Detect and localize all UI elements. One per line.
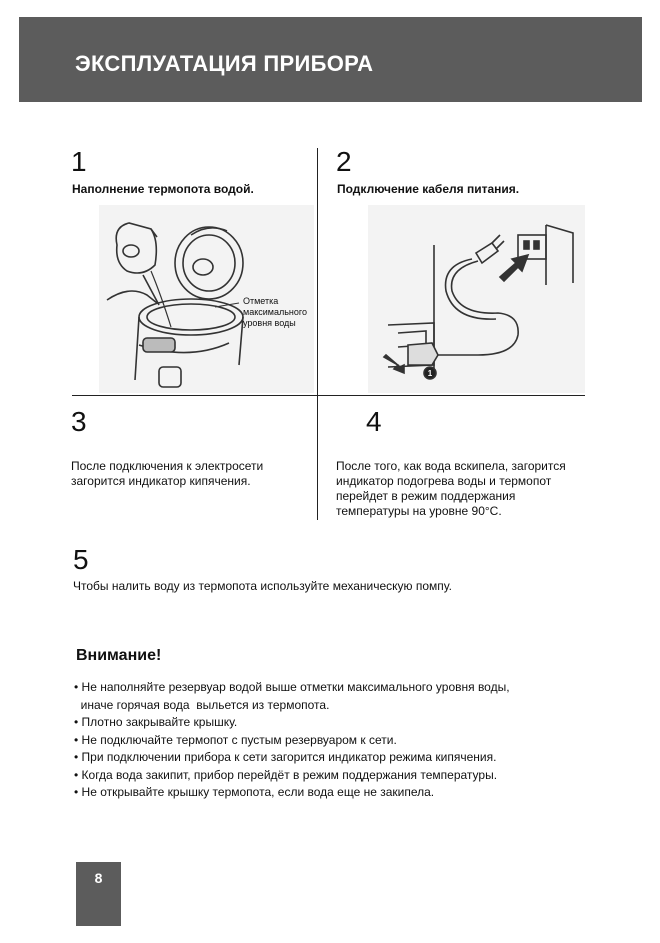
page-number: 8 xyxy=(94,870,103,886)
section-header xyxy=(19,17,642,102)
step-4-number: 4 xyxy=(366,406,382,437)
step-3-text: После подключения к электросети загорится индикатор кипячения. xyxy=(71,459,264,488)
warning-item: • При подключении прибора к сети загорится индикатор режима кипячения. xyxy=(74,750,497,764)
warning-item: • Не открывайте крышку термопота, если вода еще не закипела. xyxy=(74,785,435,799)
step-3-number: 3 xyxy=(71,406,87,437)
step-1-title: Наполнение термопота водой. xyxy=(72,182,254,196)
warning-item: • Не подключайте термопот с пустым резервуаром к сети. xyxy=(74,732,397,747)
max-level-callout-text: Отметка максимального уровня воды xyxy=(243,296,307,328)
step-4-text: После того, как вода вскипела, загорится индикатор подогрева воды и термопот перейдет в режим поддержания температуры на уровне 90°C. xyxy=(336,459,566,518)
grid-divider-vertical xyxy=(317,148,318,520)
step-5-number: 5 xyxy=(73,544,89,575)
warning-title: Внимание! xyxy=(76,647,162,664)
power-cable-drawing xyxy=(368,205,585,393)
warning-item: • Не наполняйте резервуар водой выше отметки максимального уровня воды, xyxy=(74,680,510,694)
step-5-text: Чтобы налить воду из термопота используйте механическую помпу. xyxy=(73,579,452,593)
step-2-number: 2 xyxy=(336,146,352,177)
warning-list xyxy=(74,679,510,802)
warning-item: иначе горячая вода выльется из термопота. xyxy=(74,697,330,712)
power-cable-illustration xyxy=(368,205,585,393)
section-title: ЭКСПЛУАТАЦИЯ ПРИБОРА xyxy=(75,51,374,76)
warning-item: • Когда вода закипит, прибор перейдёт в режим поддержания температуры. xyxy=(74,767,498,782)
step-2-title: Подключение кабеля питания. xyxy=(337,182,520,196)
step-1-number: 1 xyxy=(71,146,87,177)
max-level-callout xyxy=(243,296,307,329)
page-number-tab xyxy=(76,862,121,926)
grid-divider-horizontal xyxy=(72,395,585,396)
warning-item: • Плотно закрывайте крышку. xyxy=(74,715,238,729)
illustration-marker: 1 xyxy=(427,369,433,378)
